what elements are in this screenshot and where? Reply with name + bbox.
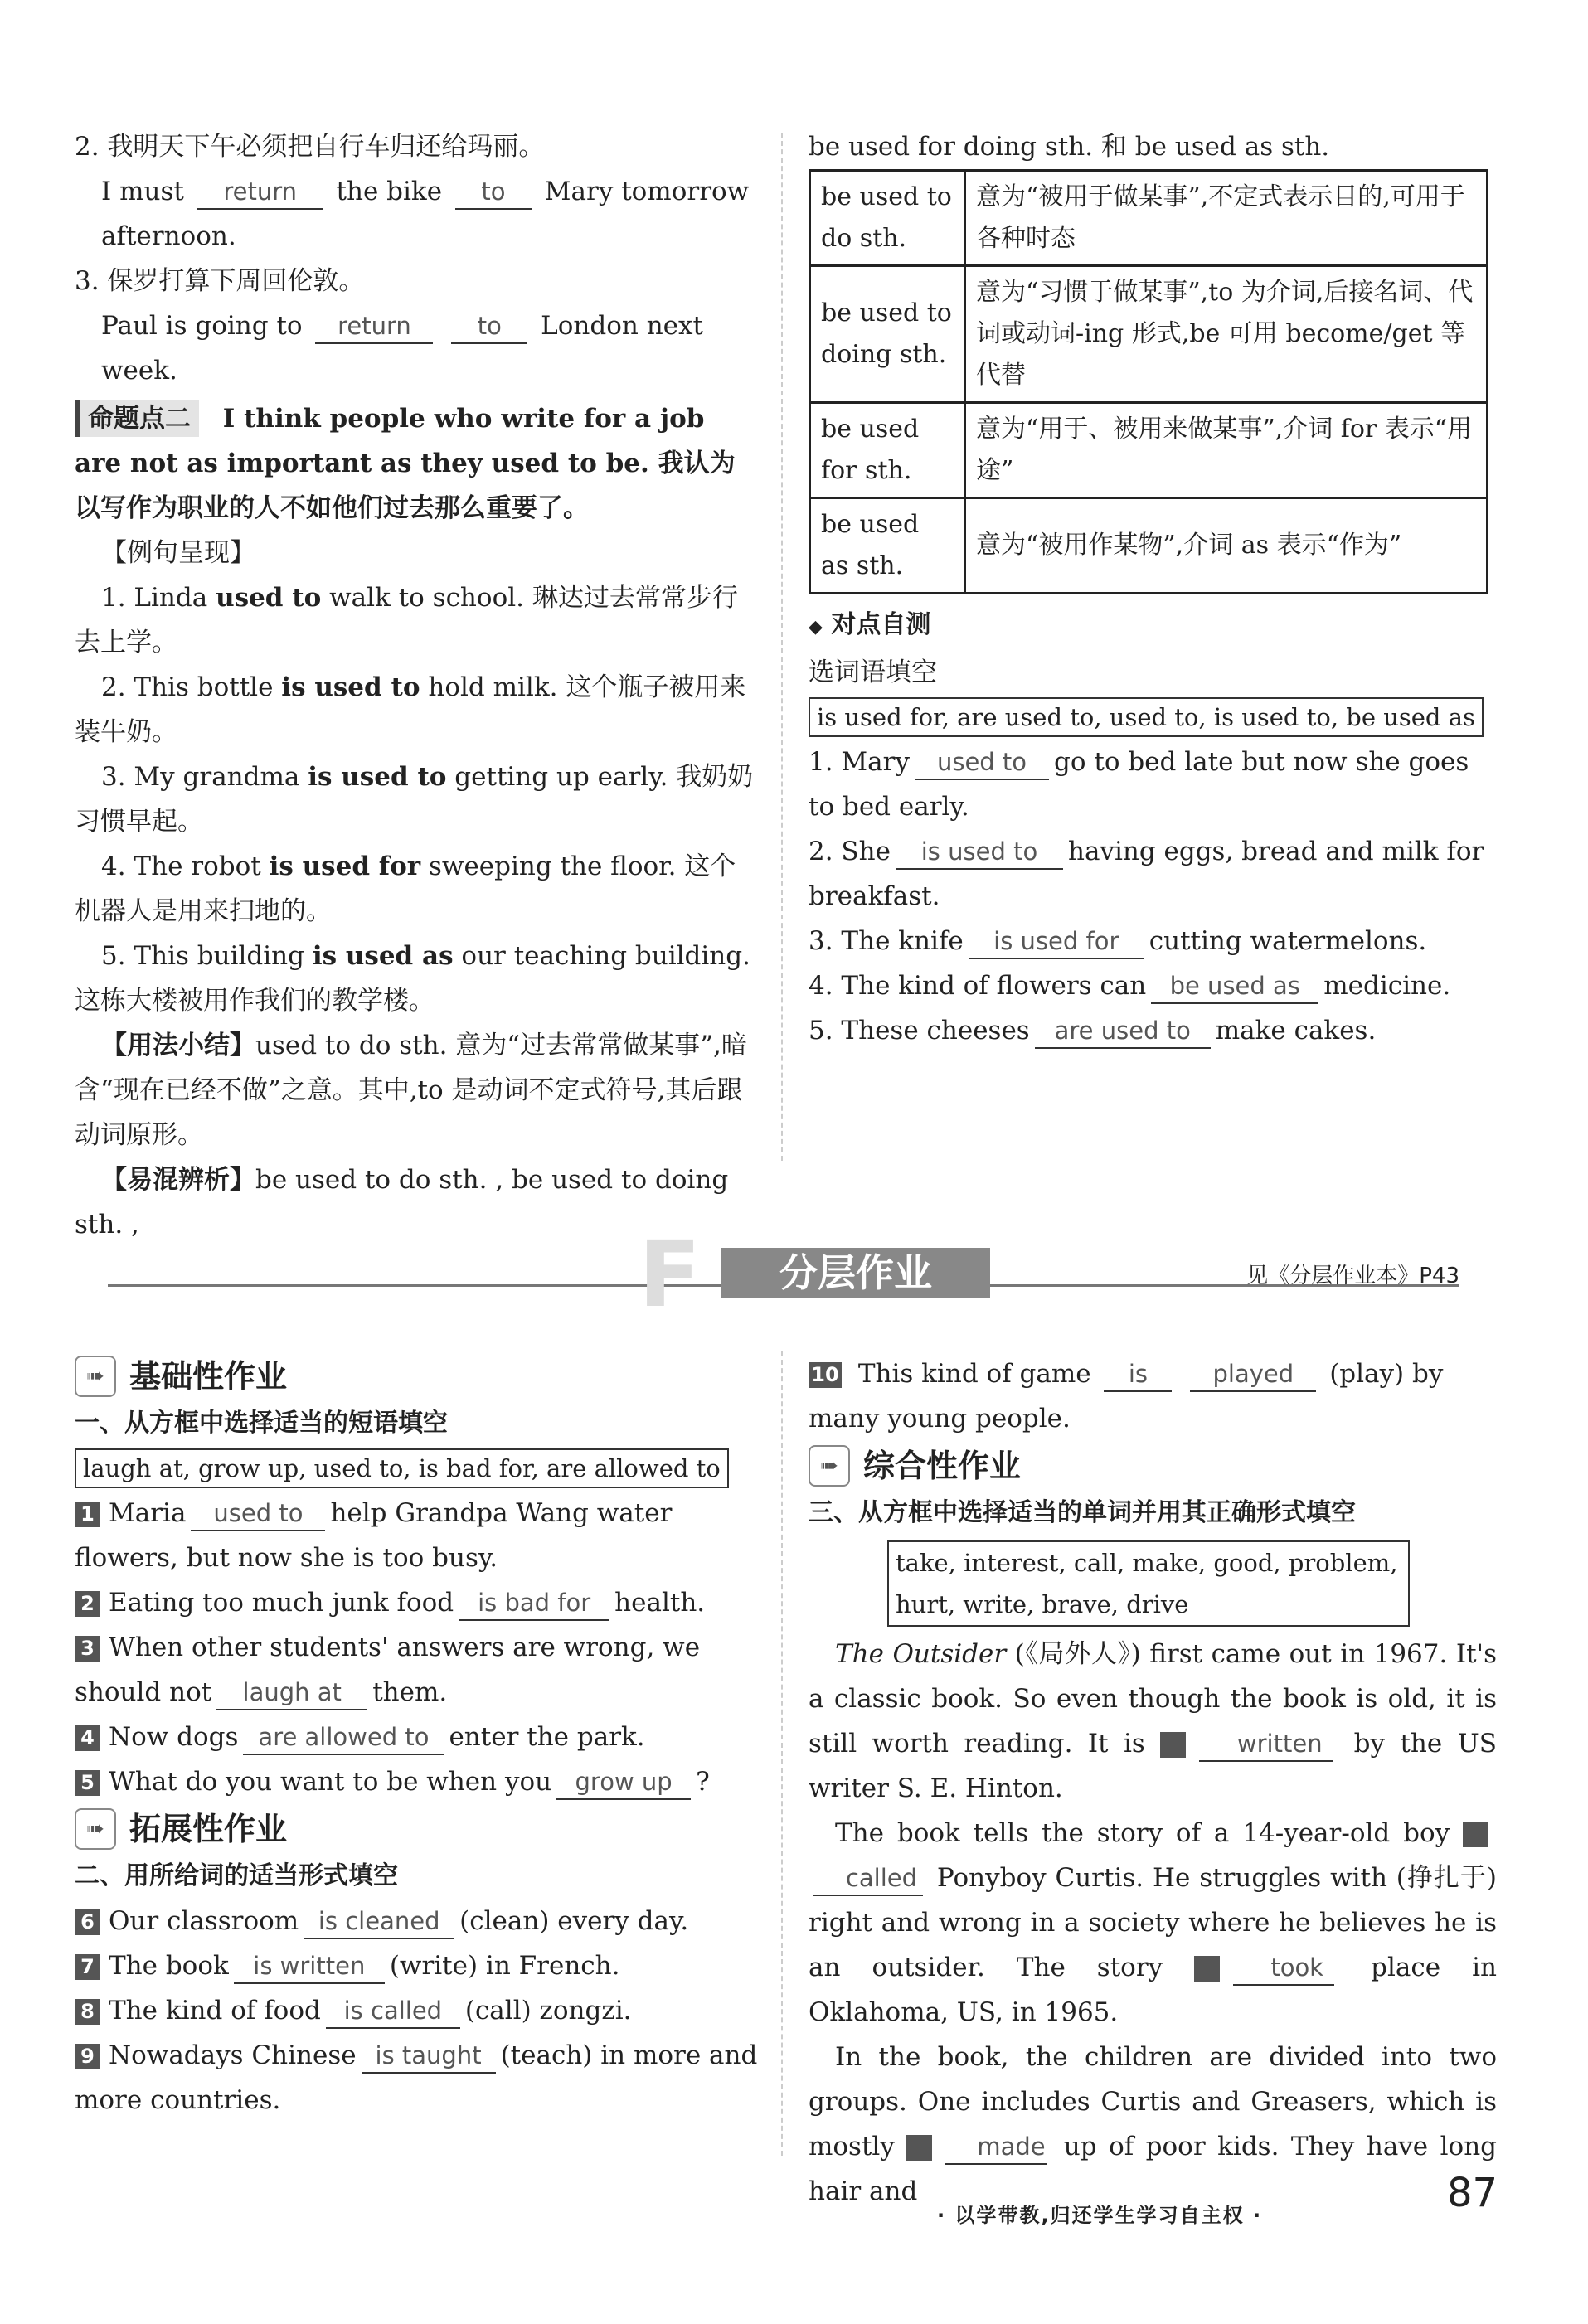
passage-paragraph-1: The Outsider (《局外人》) first came out in 1967. It's a classic book. So even though the book is old, it is still worth reading. It is 11 written by the US writer S. E. Hinton. <box>809 1639 1497 1803</box>
answer-blank: used to <box>915 745 1049 780</box>
footer-motto: · 以学带教,归还学生学习自主权 · <box>937 2204 1263 2227</box>
top-right-column <box>809 124 1497 1053</box>
passage-paragraph-3: In the book, the children are divided into two groups. One includes Curtis and Greasers, which is mostly 14 made up of poor kids. They have long hair and <box>809 2042 1498 2206</box>
answer-blank: be used as <box>1151 969 1318 1004</box>
column-divider <box>781 1351 783 2156</box>
part3-title: 三、从方框中选择适当的单词并用其正确形式填空 <box>809 1498 1356 1527</box>
basic-homework-heading: ➠ 基础性作业 <box>75 1351 763 1401</box>
column-divider <box>781 133 783 1161</box>
top-left-column <box>75 124 755 1247</box>
answer-blank: return <box>197 175 323 210</box>
example-item: 2. This bottle is used to hold milk. 这个瓶子被用来装牛奶。 <box>75 672 746 747</box>
example-item: 4. The robot is used for sweeping the floor. 这个机器人是用来扫地的。 <box>75 851 736 926</box>
bottom-left-column <box>75 1351 763 2123</box>
item2-en: I must return the bike to Mary tomorrow <box>75 169 755 214</box>
exercise-item: 5 What do you want to be when you grow up ? <box>75 1759 763 1804</box>
answer-blank: written <box>1199 1727 1333 1762</box>
part1-title: 一、从方框中选择适当的短语填空 <box>75 1409 448 1438</box>
answer-blank: is cleaned <box>304 1904 454 1939</box>
answer-blank: is called <box>326 1994 460 2029</box>
exercise-item: 2 Eating too much junk food is bad for health. <box>75 1580 763 1625</box>
part3-wordbox: take, interest, call, make, good, problem, hurt, write, brave, drive <box>887 1540 1410 1627</box>
selfcheck-item: 3. The knife is used for cutting watermelons. <box>809 919 1497 963</box>
selfcheck-wordbox-line <box>809 695 1497 740</box>
part2-title: 二、用所给词的适当形式填空 <box>75 1861 398 1890</box>
table-row: be used for sth. 意为“用于、被用来做某事”,介词 for 表示“用途” <box>810 403 1488 498</box>
table-row: be used to doing sth. 意为“习惯于做某事”,to 为介词,后接名词、代词或动词-ing 形式,be 可用 become/get 等代替 <box>810 266 1488 403</box>
example-item: 1. Linda used to walk to school. 琳达过去常常步行去上学。 <box>75 583 738 657</box>
banner-reference: 见《分层作业本》P43 <box>1246 1264 1459 1288</box>
exercise-item: 6 Our classroom is cleaned (clean) every day. <box>75 1899 763 1943</box>
answer-blank: took <box>1233 1951 1334 1986</box>
answer-blank: is used to <box>896 835 1063 870</box>
selfcheck-item: 4. The kind of flowers can be used as medicine. <box>809 963 1497 1008</box>
banner-title: 分层作业 <box>721 1248 990 1298</box>
exercise-item: 4 Now dogs are allowed to enter the park. <box>75 1715 763 1759</box>
diamond-icon: ◆ <box>809 617 823 638</box>
item2-cn: 2. 我明天下午必须把自行车归还给玛丽。 <box>75 132 545 162</box>
answer-blank: is used for <box>969 924 1144 959</box>
passage-paragraph-2: The book tells the story of a 14-year-old boy 12called Ponyboy Curtis. He struggles with (挣扎于) right and wrong in a society where he believes he is an outsider. The story 13 took place in Oklahoma, US, in 1965. <box>809 1818 1518 2027</box>
usage-summary: 【用法小结】used to do sth. 意为“过去常常做某事”,暗含“现在已经不做”之意。其中,to 是动词不定式符号,其后跟动词原形。 <box>75 1031 747 1150</box>
usage-table <box>809 169 1488 594</box>
answer-blank: made <box>945 2130 1047 2165</box>
answer-blank: played <box>1190 1357 1316 1392</box>
table-row: be used to do sth. 意为“被用于做某事”,不定式表示目的,可用于各种时态 <box>810 171 1488 266</box>
exercise-item: 1 Maria used to help Grandpa Wang water flowers, but now she is too busy. <box>75 1498 673 1573</box>
part1-wordbox-line <box>75 1446 763 1491</box>
extended-homework-heading: ➠ 拓展性作业 <box>75 1804 763 1854</box>
selfcheck-item: 5. These cheeses are used to make cakes. <box>809 1008 1497 1053</box>
answer-blank: used to <box>191 1497 325 1531</box>
example-item: 3. My grandma is used to getting up early. 我奶奶习惯早起。 <box>75 762 754 837</box>
word-box: laugh at, grow up, used to, is bad for, are allowed to <box>75 1448 729 1488</box>
arrow-icon: ➠ <box>75 1808 116 1850</box>
examples-title: 【例句呈现】 <box>101 538 255 568</box>
table-intro: be used for doing sth. 和 be used as sth. <box>809 132 1330 162</box>
answer-blank: to <box>455 175 532 210</box>
answer-blank: to <box>451 309 527 344</box>
banner-letter: F <box>639 1221 702 1327</box>
exercise-item: 9 Nowadays Chinese is taught (teach) in more and more countries. <box>75 2040 758 2115</box>
section-banner <box>108 1221 1459 1327</box>
answer-blank: laugh at <box>216 1676 367 1710</box>
point-tag: 命题点二 <box>75 400 199 437</box>
item3-en: Paul is going to return to London next week. <box>101 311 703 386</box>
book-title: The Outsider <box>835 1639 1007 1669</box>
answer-blank: called <box>813 1861 923 1896</box>
examples-list <box>75 575 755 1023</box>
answer-blank: grow up <box>556 1765 691 1800</box>
page-number: 87 <box>1447 2170 1498 2216</box>
answer-blank: are used to <box>1035 1014 1211 1049</box>
bottom-right-column <box>809 1351 1518 2214</box>
point-sentence: 命题点二 I think people who write for a job are not as important as they used to be. 我认为以写作为职业的人不如他们过去那么重要了。 <box>75 396 755 531</box>
exercise-item: 8 The kind of food is called (call) zongzi. <box>75 1988 763 2033</box>
selfcheck-task: 选词语填空 <box>809 657 937 687</box>
exercise-item: 3 When other students' answers are wrong, we should not laugh at them. <box>75 1625 763 1715</box>
answer-blank: is <box>1104 1357 1172 1392</box>
selfcheck-heading: ◆ 对点自测 <box>809 610 931 639</box>
word-box: is used for, are used to, used to, is used to, be used as <box>809 697 1484 737</box>
arrow-icon: ➠ <box>809 1445 850 1487</box>
answer-blank: are allowed to <box>243 1720 444 1755</box>
selfcheck-item: 2. She is used to having eggs, bread and milk for breakfast. <box>809 837 1484 911</box>
answer-blank: is written <box>234 1949 385 1984</box>
item3-cn: 3. 保罗打算下周回伦敦。 <box>75 266 365 296</box>
item2-en-cont: afternoon. <box>101 221 236 251</box>
table-row: be used as sth. 意为“被用作某物”,介词 as 表示“作为” <box>810 498 1488 594</box>
answer-blank: return <box>315 309 433 344</box>
exercise-item: 7 The book is written (write) in French. <box>75 1943 763 1988</box>
exercise-item-10: 10 This kind of game is played (play) by many young people. <box>809 1359 1444 1434</box>
comprehensive-homework-heading: ➠ 综合性作业 <box>809 1441 1497 1491</box>
selfcheck-item: 1. Mary used to go to bed late but now she goes to bed early. <box>809 747 1469 822</box>
answer-blank: is taught <box>362 2039 496 2074</box>
answer-blank: is bad for <box>459 1586 609 1621</box>
confusion-note: 【易混辨析】be used to do sth. , be used to doing sth. , <box>75 1165 729 1240</box>
arrow-icon: ➠ <box>75 1356 116 1397</box>
example-item: 5. This building is used as our teaching building. 这栋大楼被用作我们的教学楼。 <box>75 941 750 1016</box>
